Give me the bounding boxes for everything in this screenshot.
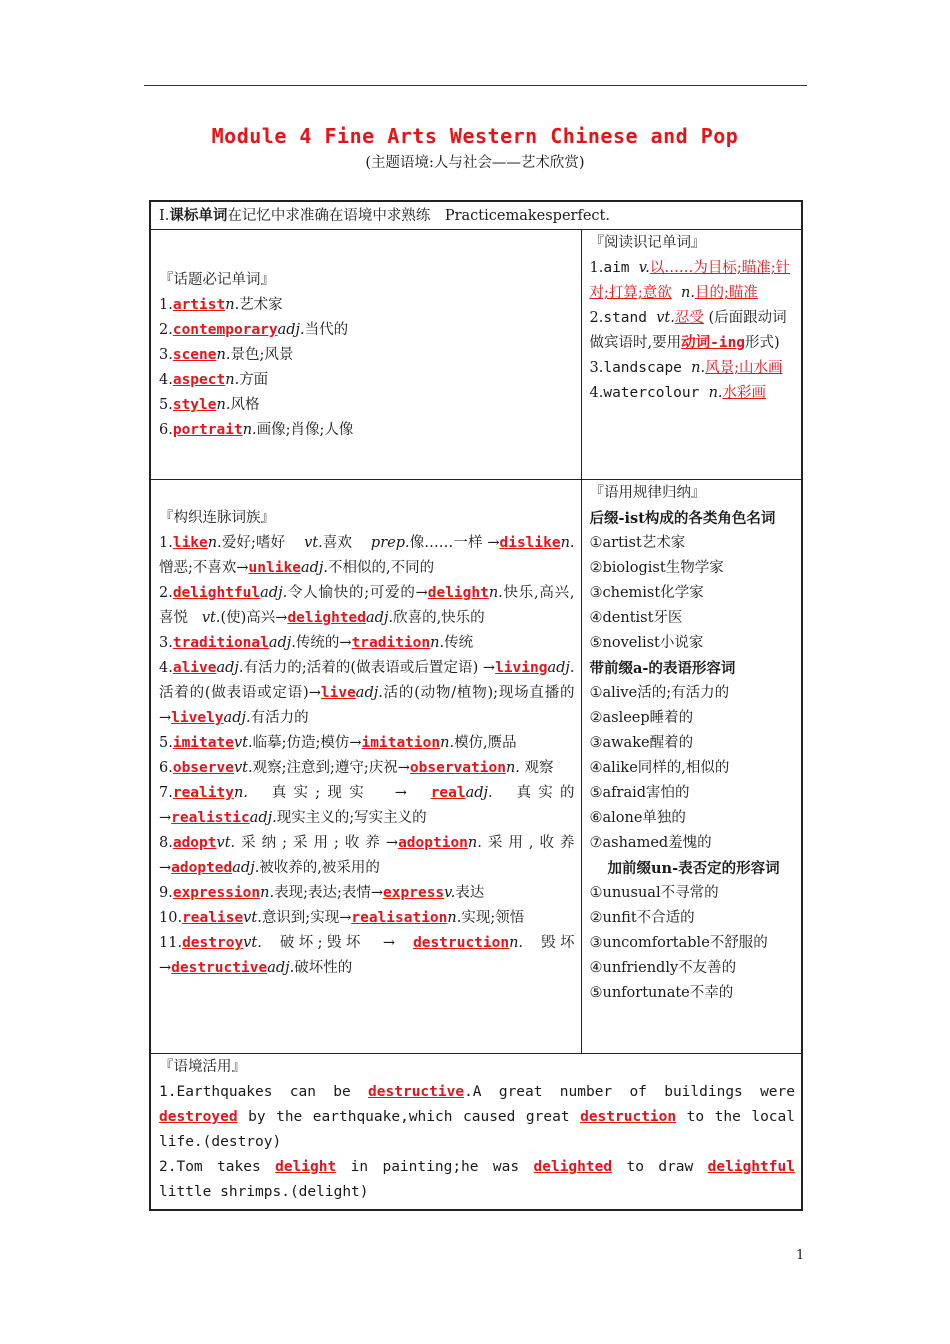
- answer-word: delightful: [707, 1159, 795, 1175]
- list-item: 2.stand vt.忍受 (后面跟动词做宾语时,要用动词-ing形式): [589, 310, 787, 351]
- answer-word: unlike: [248, 560, 301, 576]
- answer-word: realisation: [351, 910, 448, 926]
- answer-word: realise: [182, 910, 244, 926]
- context-title: 『语境活用』: [159, 1059, 246, 1075]
- answer-word: destroyed: [159, 1109, 238, 1125]
- reading-words-title: 『阅读识记单词』: [589, 235, 706, 251]
- list-item: ④unfriendly不友善的: [589, 960, 737, 976]
- list-item: ④dentist牙医: [589, 610, 683, 626]
- answer-word: aspect: [172, 372, 226, 388]
- list-item: ①alive活的;有活力的: [589, 685, 730, 701]
- list-item: 1.artistn.艺术家: [159, 297, 283, 313]
- list-item: ④alike同样的,相似的: [589, 760, 730, 776]
- answer-word: delightful: [172, 585, 261, 601]
- answer-word: imitation: [361, 735, 441, 751]
- list-item: ①artist艺术家: [589, 535, 686, 551]
- list-item: 4.aliveadj.有活力的;活着的(做表语或后置定语) →livingadj.活着的(做表语或定语)→liveadj.活的(动物/植物);现场直播的→livelyadj.有活力的: [159, 660, 575, 726]
- table-row: [150, 480, 802, 1054]
- answer-text: 动词-ing: [681, 335, 746, 351]
- answer-word: destroy: [182, 935, 244, 951]
- list-item: ②biologist生物学家: [589, 560, 724, 576]
- page-title: Module 4 Fine Arts Western Chinese and Pop: [211, 124, 739, 148]
- answer-word: reality: [172, 785, 234, 801]
- answer-word: like: [172, 535, 208, 551]
- list-item: 6.observevt.观察;注意到;遵守;庆祝→observationn. 观察: [159, 760, 554, 776]
- list-item: ⑥alone单独的: [589, 810, 686, 826]
- answer-word: realistic: [171, 810, 250, 826]
- answer-word: style: [172, 397, 217, 413]
- page-number: 1: [796, 1248, 805, 1263]
- list-item: 3.landscape n.风景;山水画: [589, 360, 783, 376]
- table-row: [150, 1054, 802, 1211]
- table-header-row: [150, 201, 802, 230]
- page-subtitle: (主题语境:人与社会——艺术欣赏): [365, 155, 585, 171]
- list-item: 2.delightfuladj.令人愉快的;可爱的→delightn.快乐,高兴,喜悦 vt.(使)高兴→delightedadj.欣喜的,快乐的: [159, 585, 575, 626]
- answer-word: destruction: [413, 935, 510, 951]
- answer-word: delight: [275, 1159, 337, 1175]
- answer-word: tradition: [351, 635, 431, 651]
- answer-text: 忍受: [674, 310, 704, 326]
- list-item: 4.watercolour n.水彩画: [589, 385, 767, 401]
- context-sentence: 2.Tom takes delight in painting;he was delighted to draw delightful little shrimps.(delight): [159, 1159, 795, 1200]
- top-rule: [144, 85, 807, 86]
- answer-word: destructive: [171, 960, 268, 976]
- answer-word: traditional: [172, 635, 269, 651]
- rule-group-title: 加前缀un-表否定的形容词: [607, 860, 780, 877]
- answer-word: delighted: [533, 1159, 613, 1175]
- list-item: ⑦ashamed羞愧的: [589, 835, 712, 851]
- rule-group-title: 后缀-ist构成的各类角色名词: [589, 510, 776, 527]
- list-item: 8.adoptvt.采纳;采用;收养→adoptionn.采用,收养 →adoptedadj.被收养的,被采用的: [159, 835, 575, 876]
- list-item: 11.destroyvt. 破坏;毁坏 → destructionn. 毁坏 →destructiveadj.破坏性的: [159, 935, 575, 976]
- topic-words-title: 『话题必记单词』: [159, 272, 275, 288]
- list-item: ③uncomfortable不舒服的: [589, 935, 768, 951]
- answer-word: real: [430, 785, 466, 801]
- answer-word: destruction: [580, 1109, 677, 1125]
- list-item: ②asleep睡着的: [589, 710, 694, 726]
- answer-word: destructive: [368, 1084, 465, 1100]
- list-item: ②unfit不合适的: [589, 910, 695, 926]
- list-item: 3.scenen.景色;风景: [159, 347, 294, 363]
- answer-word: contemporary: [172, 322, 278, 338]
- answer-word: adopted: [171, 860, 233, 876]
- usage-rules-cell: [581, 480, 802, 1054]
- list-item: 9.expressionn.表现;表达;表情→expressv.表达: [159, 885, 485, 901]
- list-item: ⑤afraid害怕的: [589, 785, 690, 801]
- section-motto: 在记忆中求准确在语境中求熟练 Practicemakesperfect.: [227, 208, 610, 224]
- section-header: [150, 201, 802, 230]
- answer-word: adopt: [172, 835, 217, 851]
- list-item: ③awake醒着的: [589, 735, 694, 751]
- rule-group-title: 带前缀a-的表语形容词: [589, 660, 736, 677]
- answer-text: 水彩画: [722, 385, 767, 401]
- list-item: 5.stylen.风格: [159, 397, 260, 413]
- answer-word: portrait: [172, 422, 243, 438]
- answer-word: imitate: [172, 735, 234, 751]
- context-sentence: 1.Earthquakes can be destructive.A great number of buildings were destroyed by the earthquake,which caused great destruction to the local life.(destroy): [159, 1084, 795, 1150]
- list-item: 1.aim v.以……为目标;瞄准;针对;打算;意欲 n.目的;瞄准: [589, 260, 791, 301]
- list-item: 2.contemporaryadj.当代的: [159, 322, 349, 338]
- word-family-title: 『构织连脉词族』: [159, 510, 275, 526]
- word-family-cell: [150, 480, 581, 1054]
- answer-word: observation: [409, 760, 506, 776]
- list-item: 3.traditionaladj.传统的→traditionn.传统: [159, 635, 474, 651]
- answer-word: expression: [172, 885, 261, 901]
- answer-word: observe: [172, 760, 234, 776]
- answer-text: 风景;山水画: [705, 360, 783, 376]
- answer-word: artist: [172, 297, 226, 313]
- answer-word: delighted: [287, 610, 367, 626]
- answer-word: adoption: [398, 835, 468, 851]
- answer-word: live: [320, 685, 356, 701]
- list-item: ①unusual不寻常的: [589, 885, 719, 901]
- list-item: 4.aspectn.方面: [159, 372, 269, 388]
- list-item: ⑤unfortunate不幸的: [589, 985, 734, 1001]
- list-item: 10.realisevt.意识到;实现→realisationn.实现;领悟: [159, 910, 525, 926]
- list-item: ③chemist化学家: [589, 585, 704, 601]
- table-row: [150, 230, 802, 480]
- section-heading: 课标单词: [169, 207, 228, 224]
- reading-words-cell: [581, 230, 802, 480]
- answer-word: delight: [427, 585, 489, 601]
- answer-word: lively: [171, 710, 224, 726]
- list-item: 5.imitatevt.临摹;仿造;模仿→imitationn.模仿,赝品: [159, 735, 517, 751]
- answer-word: living: [495, 660, 548, 676]
- list-item: ⑤novelist小说家: [589, 635, 704, 651]
- list-item: 7.realityn. 真实;现实 → realadj. 真实的 →realisticadj.现实主义的;写实主义的: [159, 785, 575, 826]
- answer-word: scene: [172, 347, 217, 363]
- usage-rules-title: 『语用规律归纳』: [589, 485, 706, 501]
- topic-words-cell: [150, 230, 581, 480]
- answer-word: alive: [172, 660, 217, 676]
- section-number: Ⅰ.: [159, 208, 170, 224]
- context-cell: [150, 1054, 802, 1211]
- list-item: 1.liken.爱好;嗜好 vt.喜欢 prep.像……一样 →disliken.憎恶;不喜欢→unlikeadj.不相似的,不同的: [159, 535, 575, 576]
- answer-word: dislike: [499, 535, 561, 551]
- list-item: 6.portraitn.画像;肖像;人像: [159, 422, 354, 438]
- answer-text: 以……为目标;瞄准;针对;打算;意欲: [589, 260, 791, 301]
- answer-text: 目的;瞄准: [694, 285, 758, 301]
- vocabulary-table: [149, 200, 803, 1211]
- answer-word: express: [383, 885, 445, 901]
